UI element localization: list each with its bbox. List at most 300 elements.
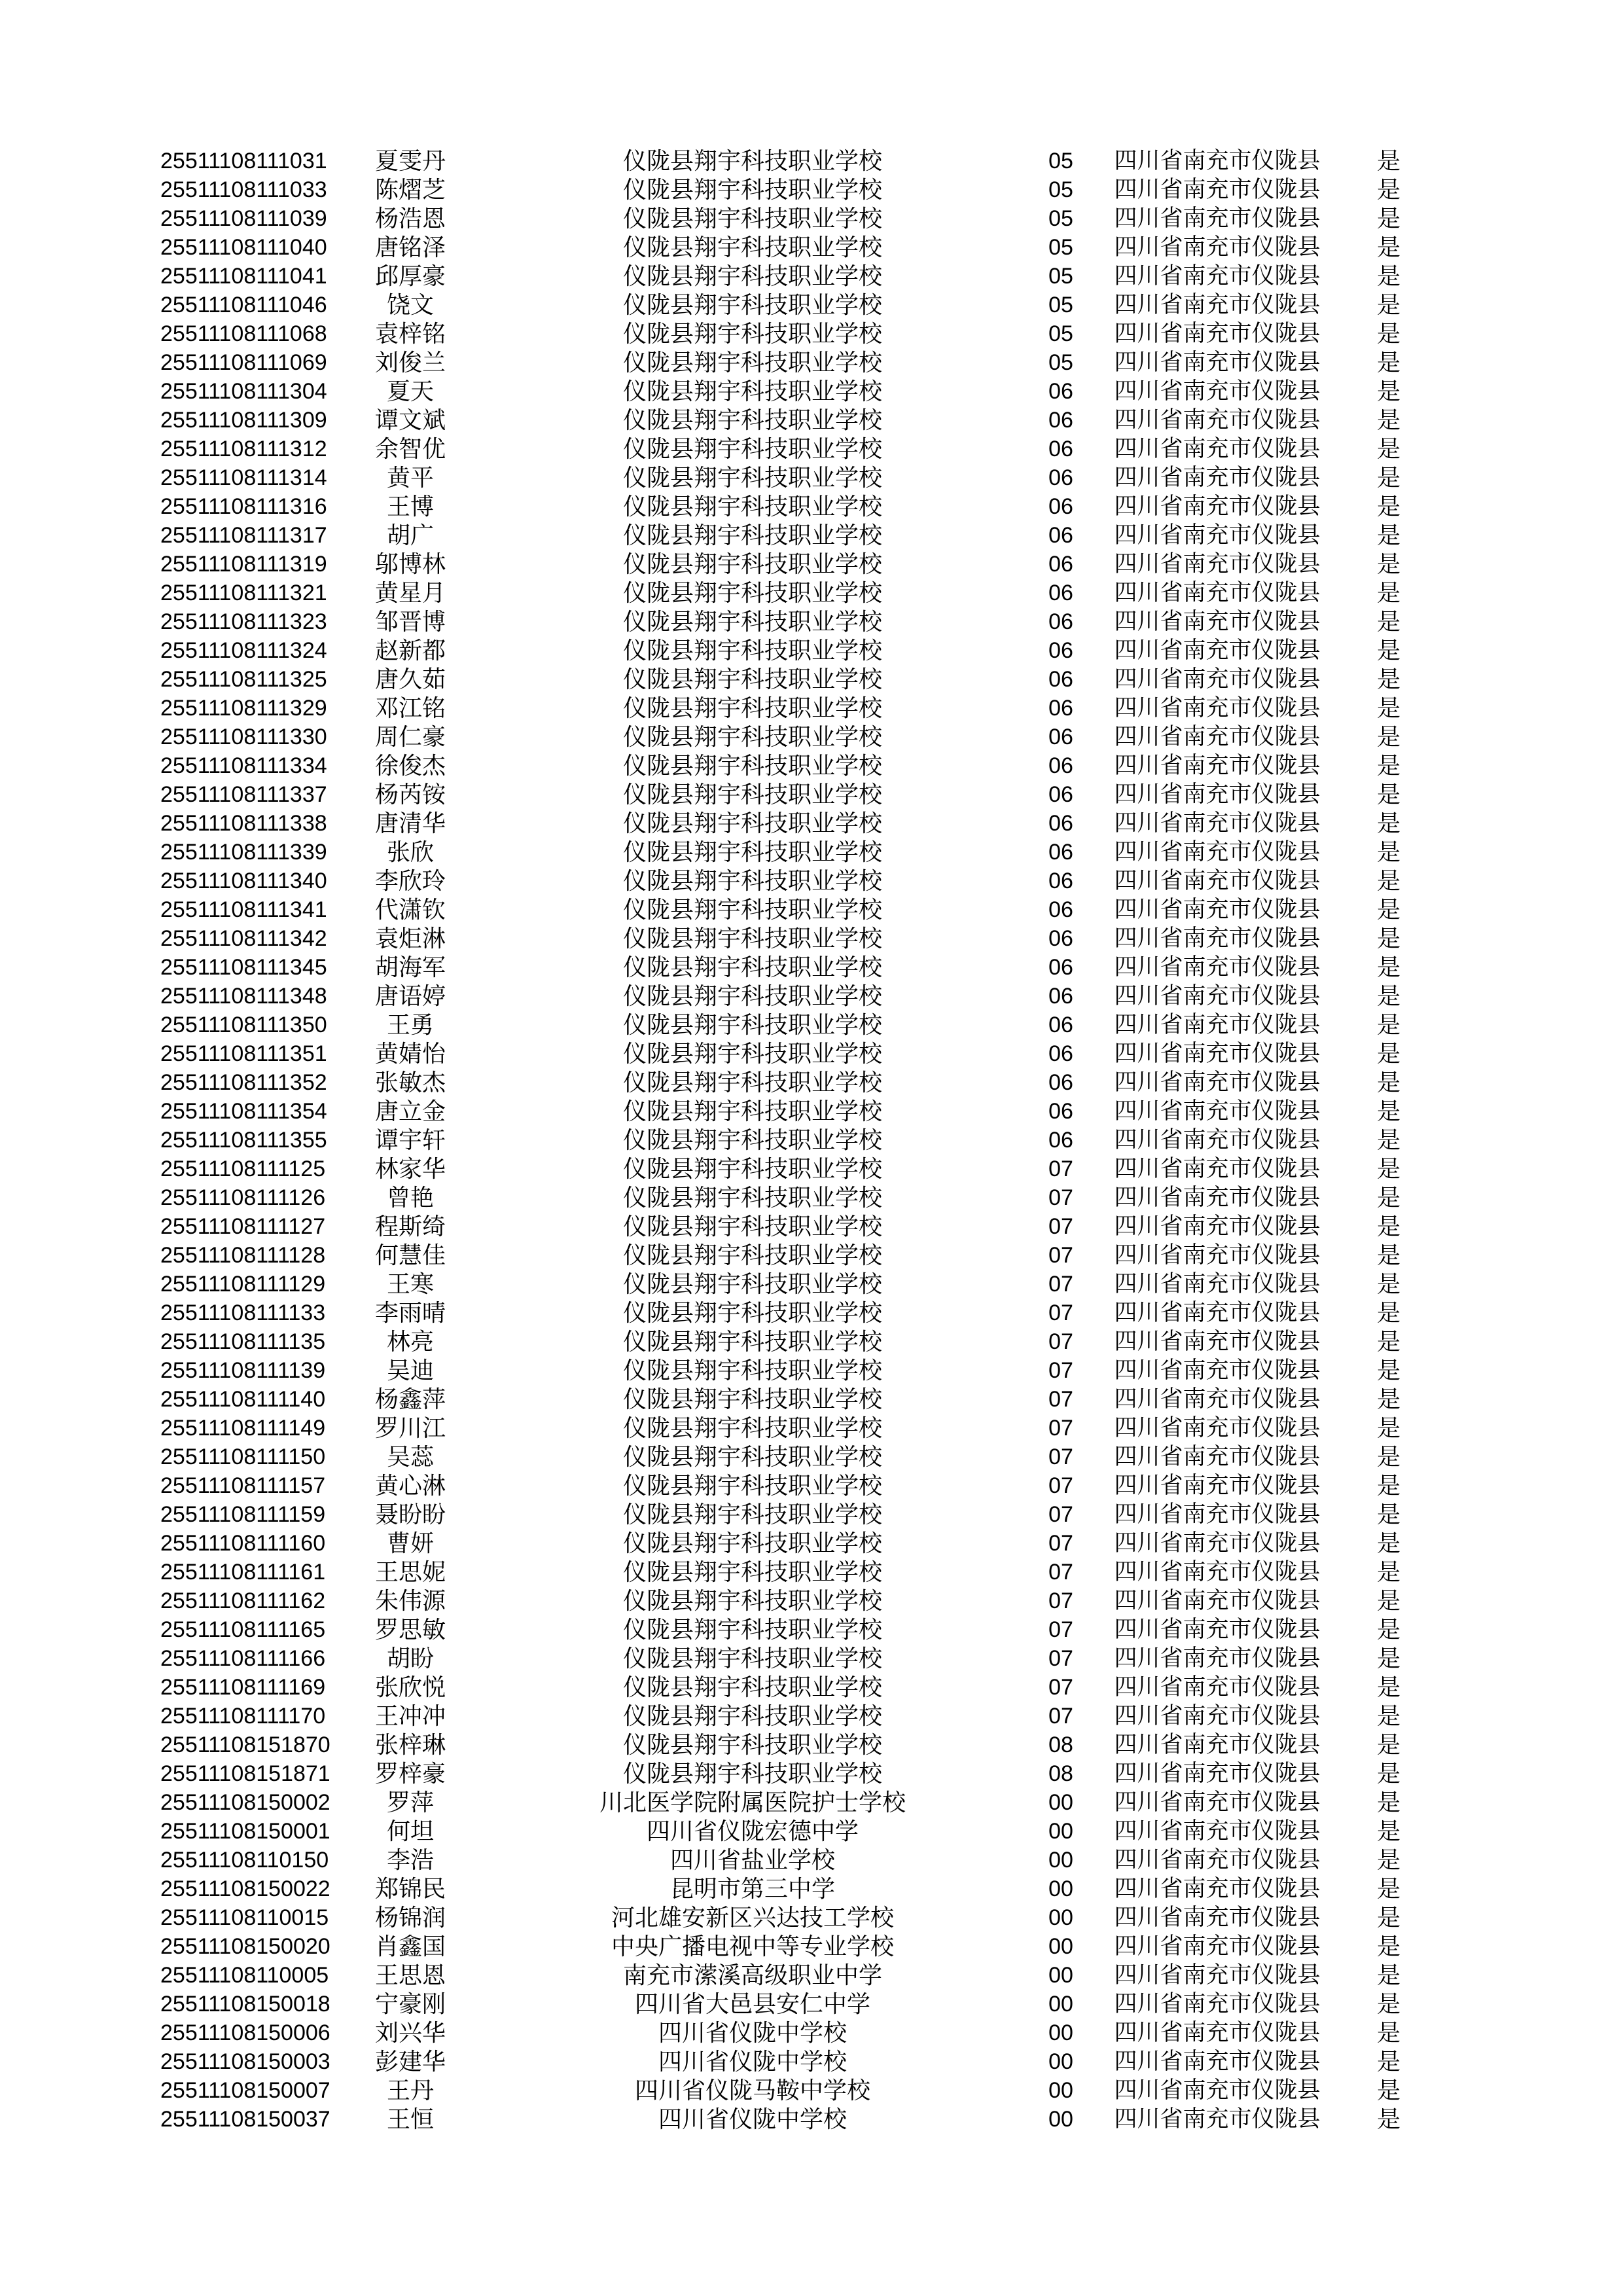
exam-id: 25511108111339 xyxy=(160,840,327,865)
region: 四川省南充市仪陇县 xyxy=(1114,1415,1321,1441)
table-row xyxy=(0,924,1623,953)
school-name: 仪陇县翔宇科技职业学校 xyxy=(622,954,882,980)
region: 四川省南充市仪陇县 xyxy=(1114,1559,1321,1585)
exam-id: 25511108111162 xyxy=(160,1588,326,1613)
student-name: 李雨晴 xyxy=(374,1299,446,1326)
region: 四川省南充市仪陇县 xyxy=(1114,954,1321,980)
student-name: 王寒 xyxy=(386,1270,434,1297)
school-name: 四川省大邑县安仁中学 xyxy=(634,1990,870,2017)
student-name: 邹晋博 xyxy=(374,608,446,635)
class-code: 00 xyxy=(1048,1790,1073,1815)
exam-id: 25511108111317 xyxy=(160,523,327,548)
student-name: 袁梓铭 xyxy=(374,320,446,347)
region: 四川省南充市仪陇县 xyxy=(1114,983,1321,1009)
school-name: 仪陇县翔宇科技职业学校 xyxy=(622,1472,882,1499)
class-code: 07 xyxy=(1048,1272,1073,1297)
table-row xyxy=(0,204,1623,233)
class-code: 06 xyxy=(1048,609,1073,634)
table-row xyxy=(0,435,1623,463)
confirmed-flag: 是 xyxy=(1376,1587,1400,1614)
student-name: 黄婧怡 xyxy=(374,1040,446,1067)
exam-id: 25511108111133 xyxy=(160,1300,326,1325)
table-row xyxy=(0,1702,1623,1731)
region: 四川省南充市仪陇县 xyxy=(1114,522,1321,548)
student-name: 唐语婷 xyxy=(374,982,446,1009)
region: 四川省南充市仪陇县 xyxy=(1114,1905,1321,1930)
school-name: 仪陇县翔宇科技职业学校 xyxy=(622,1501,882,1528)
school-name: 昆明市第三中学 xyxy=(669,1875,835,1902)
exam-id: 25511108150002 xyxy=(160,1790,330,1815)
region: 四川省南充市仪陇县 xyxy=(1114,1069,1321,1095)
school-name: 仪陇县翔宇科技职业学校 xyxy=(622,694,882,721)
school-name: 仪陇县翔宇科技职业学校 xyxy=(622,147,882,174)
table-row xyxy=(0,1327,1623,1356)
school-name: 仪陇县翔宇科技职业学校 xyxy=(622,464,882,491)
school-name: 仪陇县翔宇科技职业学校 xyxy=(622,1242,882,1268)
table-row xyxy=(0,463,1623,492)
exam-id: 25511108111324 xyxy=(160,638,327,663)
region: 四川省南充市仪陇县 xyxy=(1114,839,1321,865)
exam-id: 25511108111169 xyxy=(160,1675,326,1700)
class-code: 00 xyxy=(1048,2049,1073,2074)
student-name: 李欣玲 xyxy=(374,867,446,894)
table-row xyxy=(0,1587,1623,1615)
region: 四川省南充市仪陇县 xyxy=(1114,1127,1321,1153)
confirmed-flag: 是 xyxy=(1376,1760,1400,1787)
table-row xyxy=(0,319,1623,348)
student-name: 吴蕊 xyxy=(386,1443,434,1470)
class-code: 07 xyxy=(1048,1214,1073,1239)
region: 四川省南充市仪陇县 xyxy=(1114,925,1321,951)
table-row xyxy=(0,665,1623,694)
student-name: 曹妍 xyxy=(386,1530,434,1556)
confirmed-flag: 是 xyxy=(1376,1386,1400,1412)
student-name: 王思恩 xyxy=(374,1962,446,1988)
school-name: 仪陇县翔宇科技职业学校 xyxy=(622,205,882,232)
class-code: 07 xyxy=(1048,1243,1073,1268)
confirmed-flag: 是 xyxy=(1376,1126,1400,1153)
table-row xyxy=(0,751,1623,780)
confirmed-flag: 是 xyxy=(1376,1558,1400,1585)
student-name: 谭文斌 xyxy=(374,406,446,433)
region: 四川省南充市仪陇县 xyxy=(1114,1185,1321,1210)
school-name: 仪陇县翔宇科技职业学校 xyxy=(622,1069,882,1096)
table-row xyxy=(0,1903,1623,1932)
exam-id: 25511108111126 xyxy=(160,1185,326,1210)
confirmed-flag: 是 xyxy=(1376,810,1400,836)
school-name: 仪陇县翔宇科技职业学校 xyxy=(622,1674,882,1700)
student-name: 徐俊杰 xyxy=(374,752,446,779)
exam-id: 25511108111125 xyxy=(160,1157,326,1181)
exam-id: 25511108150006 xyxy=(160,2020,330,2045)
confirmed-flag: 是 xyxy=(1376,1270,1400,1297)
region: 四川省南充市仪陇县 xyxy=(1114,868,1321,893)
school-name: 仪陇县翔宇科技职业学校 xyxy=(622,176,882,203)
student-name: 唐立金 xyxy=(374,1098,446,1124)
confirmed-flag: 是 xyxy=(1376,1184,1400,1211)
class-code: 06 xyxy=(1048,465,1073,490)
region: 四川省南充市仪陇县 xyxy=(1114,781,1321,807)
region: 四川省南充市仪陇县 xyxy=(1114,1789,1321,1815)
class-code: 06 xyxy=(1048,753,1073,778)
class-code: 06 xyxy=(1048,897,1073,922)
region: 四川省南充市仪陇县 xyxy=(1114,2049,1321,2074)
class-code: 06 xyxy=(1048,1099,1073,1124)
table-row xyxy=(0,953,1623,982)
school-name: 仪陇县翔宇科技职业学校 xyxy=(622,435,882,462)
school-name: 仪陇县翔宇科技职业学校 xyxy=(622,1357,882,1384)
exam-id: 25511108111304 xyxy=(160,379,327,404)
exam-id: 25511108111161 xyxy=(160,1560,326,1585)
student-name: 胡海军 xyxy=(374,954,446,980)
region: 四川省南充市仪陇县 xyxy=(1114,1012,1321,1037)
student-name: 杨浩恩 xyxy=(374,205,446,232)
region: 四川省南充市仪陇县 xyxy=(1114,1156,1321,1181)
class-code: 06 xyxy=(1048,581,1073,605)
table-row xyxy=(0,1414,1623,1443)
class-code: 07 xyxy=(1048,1704,1073,1729)
class-code: 06 xyxy=(1048,667,1073,692)
table-row xyxy=(0,1241,1623,1270)
table-row xyxy=(0,406,1623,435)
school-name: 仪陇县翔宇科技职业学校 xyxy=(622,522,882,548)
school-name: 四川省仪陇中学校 xyxy=(658,2019,847,2046)
region: 四川省南充市仪陇县 xyxy=(1114,234,1321,260)
student-name: 李浩 xyxy=(386,1846,434,1873)
region: 四川省南充市仪陇县 xyxy=(1114,897,1321,922)
table-row xyxy=(0,1558,1623,1587)
class-code: 06 xyxy=(1048,696,1073,721)
school-name: 仪陇县翔宇科技职业学校 xyxy=(622,349,882,376)
school-name: 仪陇县翔宇科技职业学校 xyxy=(622,608,882,635)
table-row xyxy=(0,780,1623,809)
class-code: 05 xyxy=(1048,264,1073,289)
confirmed-flag: 是 xyxy=(1376,896,1400,923)
school-name: 仪陇县翔宇科技职业学校 xyxy=(622,1184,882,1211)
student-name: 邓江铭 xyxy=(374,694,446,721)
exam-id: 25511108111135 xyxy=(160,1329,326,1354)
confirmed-flag: 是 xyxy=(1376,147,1400,174)
table-row xyxy=(0,607,1623,636)
confirmed-flag: 是 xyxy=(1376,406,1400,433)
exam-id: 25511108111128 xyxy=(160,1243,326,1268)
table-row xyxy=(0,521,1623,550)
student-name: 王勇 xyxy=(386,1011,434,1038)
confirmed-flag: 是 xyxy=(1376,1990,1400,2017)
exam-id: 25511108111314 xyxy=(160,465,327,490)
class-code: 06 xyxy=(1048,725,1073,749)
exam-id: 25511108111046 xyxy=(160,293,327,317)
confirmed-flag: 是 xyxy=(1376,378,1400,404)
table-row xyxy=(0,1500,1623,1529)
school-name: 仪陇县翔宇科技职业学校 xyxy=(622,810,882,836)
region: 四川省南充市仪陇县 xyxy=(1114,1098,1321,1124)
table-row xyxy=(0,2047,1623,2076)
confirmed-flag: 是 xyxy=(1376,1098,1400,1124)
exam-id: 25511108111157 xyxy=(160,1473,326,1498)
exam-id: 25511108111309 xyxy=(160,408,327,433)
exam-id: 25511108111354 xyxy=(160,1099,327,1124)
student-name: 代潇钦 xyxy=(374,896,446,923)
class-code: 06 xyxy=(1048,926,1073,951)
class-code: 07 xyxy=(1048,1329,1073,1354)
region: 四川省南充市仪陇县 xyxy=(1114,1473,1321,1498)
student-name: 袁炬淋 xyxy=(374,925,446,952)
confirmed-flag: 是 xyxy=(1376,1933,1400,1960)
class-code: 06 xyxy=(1048,984,1073,1009)
student-name: 刘俊兰 xyxy=(374,349,446,376)
student-name: 胡盼 xyxy=(386,1645,434,1672)
confirmed-flag: 是 xyxy=(1376,1789,1400,1816)
table-row xyxy=(0,1615,1623,1644)
school-name: 仪陇县翔宇科技职业学校 xyxy=(622,406,882,433)
region: 四川省南充市仪陇县 xyxy=(1114,1645,1321,1671)
confirmed-flag: 是 xyxy=(1376,1328,1400,1355)
class-code: 07 xyxy=(1048,1416,1073,1441)
exam-id: 25511108111316 xyxy=(160,494,327,519)
exam-id: 25511108111351 xyxy=(160,1041,327,1066)
school-name: 仪陇县翔宇科技职业学校 xyxy=(622,925,882,952)
student-name: 郑锦民 xyxy=(374,1875,446,1902)
exam-id: 25511108111337 xyxy=(160,782,327,807)
region: 四川省南充市仪陇县 xyxy=(1114,292,1321,317)
class-code: 00 xyxy=(1048,2078,1073,2103)
confirmed-flag: 是 xyxy=(1376,982,1400,1009)
student-name: 曾艳 xyxy=(386,1184,434,1211)
student-name: 夏天 xyxy=(386,378,434,404)
school-name: 仪陇县翔宇科技职业学校 xyxy=(622,493,882,520)
confirmed-flag: 是 xyxy=(1376,522,1400,548)
exam-id: 25511108111041 xyxy=(160,264,327,289)
class-code: 07 xyxy=(1048,1617,1073,1642)
exam-id: 25511108151870 xyxy=(160,1732,330,1757)
class-code: 07 xyxy=(1048,1300,1073,1325)
table-row xyxy=(0,579,1623,607)
student-name: 林亮 xyxy=(386,1328,434,1355)
student-name: 张梓琳 xyxy=(374,1731,446,1758)
school-name: 仪陇县翔宇科技职业学校 xyxy=(622,1414,882,1441)
table-row xyxy=(0,1471,1623,1500)
student-name: 罗萍 xyxy=(386,1789,434,1816)
confirmed-flag: 是 xyxy=(1376,2048,1400,2075)
region: 四川省南充市仪陇县 xyxy=(1114,177,1321,202)
confirmed-flag: 是 xyxy=(1376,1472,1400,1499)
class-code: 05 xyxy=(1048,149,1073,173)
school-name: 仪陇县翔宇科技职业学校 xyxy=(622,1587,882,1614)
school-name: 仪陇县翔宇科技职业学校 xyxy=(622,838,882,865)
school-name: 四川省仪陇宏德中学 xyxy=(646,1818,859,1844)
student-name: 聂盼盼 xyxy=(374,1501,446,1528)
school-name: 河北雄安新区兴达技工学校 xyxy=(611,1904,894,1931)
class-code: 07 xyxy=(1048,1560,1073,1585)
school-name: 仪陇县翔宇科技职业学校 xyxy=(622,1011,882,1038)
exam-id: 25511108111127 xyxy=(160,1214,326,1239)
confirmed-flag: 是 xyxy=(1376,2106,1400,2132)
confirmed-flag: 是 xyxy=(1376,1069,1400,1096)
exam-id: 25511108111159 xyxy=(160,1502,326,1527)
table-row xyxy=(0,1068,1623,1097)
region: 四川省南充市仪陇县 xyxy=(1114,1991,1321,2017)
region: 四川省南充市仪陇县 xyxy=(1114,609,1321,634)
exam-id: 25511108111170 xyxy=(160,1704,326,1729)
student-name: 赵新都 xyxy=(374,637,446,664)
class-code: 06 xyxy=(1048,437,1073,461)
exam-id: 25511108111312 xyxy=(160,437,327,461)
exam-id: 25511108150022 xyxy=(160,1876,330,1901)
class-code: 00 xyxy=(1048,1876,1073,1901)
student-name: 林家华 xyxy=(374,1155,446,1182)
table-row xyxy=(0,2105,1623,2134)
table-row xyxy=(0,1126,1623,1155)
exam-id: 25511108111345 xyxy=(160,955,327,980)
table-row xyxy=(0,1932,1623,1961)
class-code: 06 xyxy=(1048,379,1073,404)
school-name: 仪陇县翔宇科技职业学校 xyxy=(622,752,882,779)
class-code: 06 xyxy=(1048,1041,1073,1066)
confirmed-flag: 是 xyxy=(1376,493,1400,520)
region: 四川省南充市仪陇县 xyxy=(1114,724,1321,749)
region: 四川省南充市仪陇县 xyxy=(1114,1818,1321,1844)
confirmed-flag: 是 xyxy=(1376,579,1400,606)
region: 四川省南充市仪陇县 xyxy=(1114,2106,1321,2132)
class-code: 05 xyxy=(1048,235,1073,260)
student-name: 罗川江 xyxy=(374,1414,446,1441)
region: 四川省南充市仪陇县 xyxy=(1114,148,1321,173)
confirmed-flag: 是 xyxy=(1376,1674,1400,1700)
class-code: 05 xyxy=(1048,206,1073,231)
school-name: 仪陇县翔宇科技职业学校 xyxy=(622,320,882,347)
table-row xyxy=(0,636,1623,665)
student-name: 谭宇轩 xyxy=(374,1126,446,1153)
table-row xyxy=(0,550,1623,579)
school-name: 四川省仪陇中学校 xyxy=(658,2048,847,2075)
confirmed-flag: 是 xyxy=(1376,435,1400,462)
student-name: 程斯绮 xyxy=(374,1213,446,1240)
exam-id: 25511108111342 xyxy=(160,926,327,951)
table-row xyxy=(0,1961,1623,1990)
student-name: 陈熠芝 xyxy=(374,176,446,203)
table-row xyxy=(0,809,1623,838)
student-name: 张敏杰 xyxy=(374,1069,446,1096)
region: 四川省南充市仪陇县 xyxy=(1114,1703,1321,1729)
student-name: 何坦 xyxy=(386,1818,434,1844)
region: 四川省南充市仪陇县 xyxy=(1114,1530,1321,1556)
region: 四川省南充市仪陇县 xyxy=(1114,1242,1321,1268)
exam-id: 25511108111150 xyxy=(160,1444,326,1469)
exam-id: 25511108111129 xyxy=(160,1272,326,1297)
table-row xyxy=(0,233,1623,262)
exam-id: 25511108111325 xyxy=(160,667,327,692)
school-name: 仪陇县翔宇科技职业学校 xyxy=(622,1213,882,1240)
table-row xyxy=(0,1529,1623,1558)
student-name: 张欣悦 xyxy=(374,1674,446,1700)
exam-id: 25511108150001 xyxy=(160,1819,330,1844)
student-name: 吴迪 xyxy=(386,1357,434,1384)
table-row xyxy=(0,1270,1623,1299)
school-name: 仪陇县翔宇科技职业学校 xyxy=(622,1270,882,1297)
region: 四川省南充市仪陇县 xyxy=(1114,1041,1321,1066)
school-name: 仪陇县翔宇科技职业学校 xyxy=(622,666,882,692)
exam-id: 25511108111352 xyxy=(160,1070,327,1095)
region: 四川省南充市仪陇县 xyxy=(1114,695,1321,721)
table-row xyxy=(0,1644,1623,1673)
confirmed-flag: 是 xyxy=(1376,464,1400,491)
school-name: 仪陇县翔宇科技职业学校 xyxy=(622,1760,882,1787)
region: 四川省南充市仪陇县 xyxy=(1114,1732,1321,1757)
class-code: 06 xyxy=(1048,1013,1073,1037)
exam-id: 25511108111040 xyxy=(160,235,327,260)
class-code: 00 xyxy=(1048,1819,1073,1844)
region: 四川省南充市仪陇县 xyxy=(1114,753,1321,778)
region: 四川省南充市仪陇县 xyxy=(1114,1674,1321,1700)
exam-id: 25511108111039 xyxy=(160,206,327,231)
region: 四川省南充市仪陇县 xyxy=(1114,551,1321,577)
class-code: 00 xyxy=(1048,1963,1073,1988)
table-row xyxy=(0,1356,1623,1385)
confirmed-flag: 是 xyxy=(1376,1443,1400,1470)
school-name: 仪陇县翔宇科技职业学校 xyxy=(622,723,882,750)
school-name: 仪陇县翔宇科技职业学校 xyxy=(622,1558,882,1585)
region: 四川省南充市仪陇县 xyxy=(1114,1933,1321,1959)
region: 四川省南充市仪陇县 xyxy=(1114,1761,1321,1786)
student-name: 何慧佳 xyxy=(374,1242,446,1268)
confirmed-flag: 是 xyxy=(1376,1904,1400,1931)
exam-id: 25511108110015 xyxy=(160,1905,329,1930)
class-code: 05 xyxy=(1048,321,1073,346)
exam-id: 25511108111166 xyxy=(160,1646,326,1671)
confirmed-flag: 是 xyxy=(1376,1818,1400,1844)
region: 四川省南充市仪陇县 xyxy=(1114,407,1321,433)
confirmed-flag: 是 xyxy=(1376,1501,1400,1528)
region: 四川省南充市仪陇县 xyxy=(1114,2020,1321,2045)
confirmed-flag: 是 xyxy=(1376,838,1400,865)
school-name: 仪陇县翔宇科技职业学校 xyxy=(622,1731,882,1758)
region: 四川省南充市仪陇县 xyxy=(1114,1617,1321,1642)
student-name: 杨锦润 xyxy=(374,1904,446,1931)
student-name: 肖鑫国 xyxy=(374,1933,446,1960)
class-code: 07 xyxy=(1048,1675,1073,1700)
class-code: 06 xyxy=(1048,840,1073,865)
student-name: 唐清华 xyxy=(374,810,446,836)
confirmed-flag: 是 xyxy=(1376,349,1400,376)
region: 四川省南充市仪陇县 xyxy=(1114,666,1321,692)
student-name: 黄星月 xyxy=(374,579,446,606)
class-code: 05 xyxy=(1048,293,1073,317)
school-name: 仪陇县翔宇科技职业学校 xyxy=(622,1328,882,1355)
table-row xyxy=(0,1385,1623,1414)
class-code: 07 xyxy=(1048,1531,1073,1556)
confirmed-flag: 是 xyxy=(1376,1357,1400,1384)
exam-id: 25511108111334 xyxy=(160,753,327,778)
table-row xyxy=(0,348,1623,377)
class-code: 05 xyxy=(1048,177,1073,202)
confirmed-flag: 是 xyxy=(1376,752,1400,779)
region: 四川省南充市仪陇县 xyxy=(1114,1876,1321,1901)
confirmed-flag: 是 xyxy=(1376,1242,1400,1268)
confirmed-flag: 是 xyxy=(1376,1213,1400,1240)
school-name: 仪陇县翔宇科技职业学校 xyxy=(622,982,882,1009)
confirmed-flag: 是 xyxy=(1376,1040,1400,1067)
confirmed-flag: 是 xyxy=(1376,550,1400,577)
class-code: 06 xyxy=(1048,955,1073,980)
table-row xyxy=(0,694,1623,723)
table-row xyxy=(0,492,1623,521)
table-row xyxy=(0,1846,1623,1874)
table-row xyxy=(0,838,1623,867)
table-row xyxy=(0,1673,1623,1702)
table-row xyxy=(0,723,1623,751)
region: 四川省南充市仪陇县 xyxy=(1114,321,1321,346)
